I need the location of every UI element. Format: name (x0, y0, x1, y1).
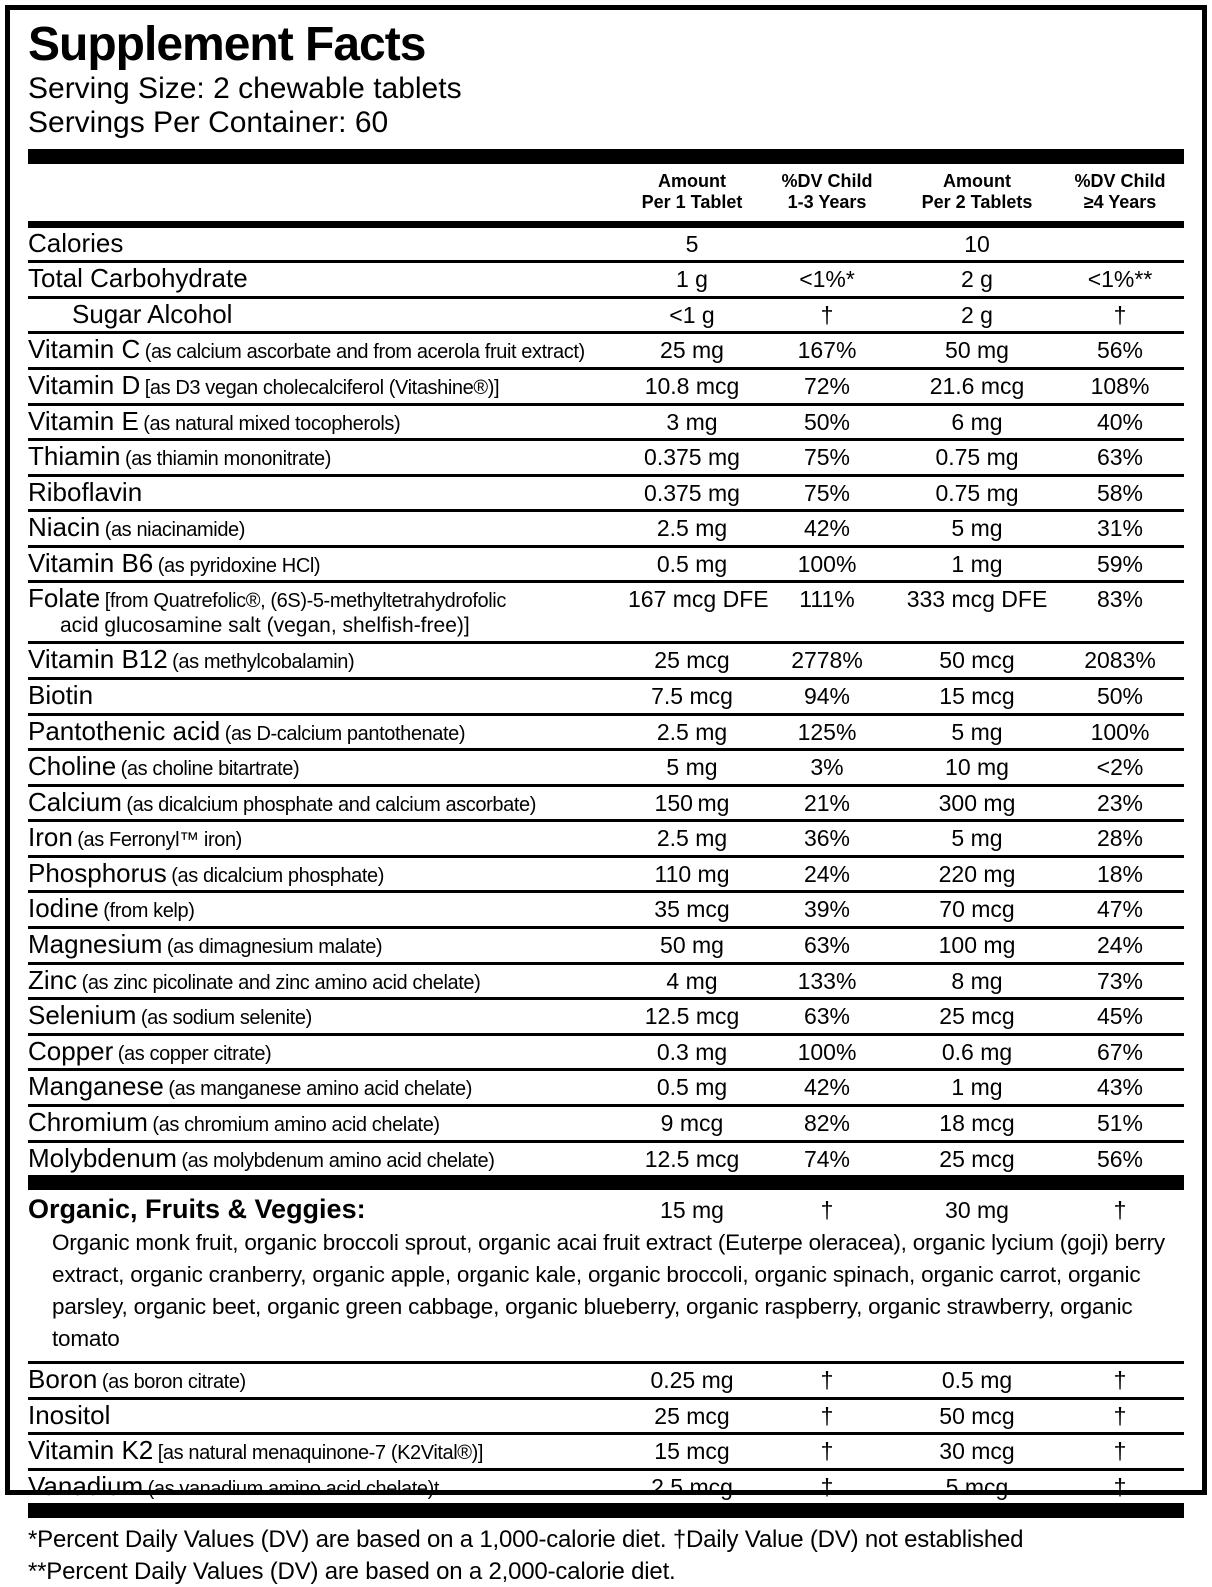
nutrient-name: Vitamin B12 (28, 644, 168, 675)
amount-per-1-tablet: 7.5 mcg (651, 682, 733, 709)
dv-child-1-3: † (820, 301, 834, 328)
divider-thick-top (28, 149, 1184, 164)
nutrient-name: Copper (28, 1035, 114, 1066)
amount-per-2-tablets: 0.6 mg (941, 1038, 1013, 1065)
organic-dv-child-1-3: † (820, 1197, 834, 1224)
column-headers (28, 164, 1184, 220)
organic-heading: Organic, Fruits & Veggies: (28, 1194, 366, 1225)
amount-per-1-tablet: 0.3 mg (656, 1038, 728, 1065)
nutrient-name-cell (28, 335, 628, 364)
dv-child-4plus: 31% (1096, 515, 1144, 542)
organic-amount-per-1-tablet: 15 mg (660, 1197, 724, 1224)
nutrient-name: Molybdenum (28, 1142, 177, 1173)
table-row (28, 926, 1184, 962)
table-row (28, 855, 1184, 891)
nutrient-source: (as sodium selenite) (140, 1007, 312, 1030)
footnote-2000-calorie: **Percent Daily Values (DV) are based on a 2,000-calorie diet. (28, 1557, 676, 1585)
amount-per-1-tablet: 10.8 mcg (644, 372, 740, 399)
table-row (28, 1397, 1184, 1433)
nutrient-name: Vitamin B6 (28, 547, 154, 578)
nutrient-name: Vitamin D (28, 369, 141, 400)
header-dv-child-4plus (1056, 171, 1184, 212)
amount-per-2-tablets: 30 mcg (939, 1438, 1015, 1465)
nutrient-name: Manganese (28, 1071, 164, 1102)
table-row (28, 1361, 1184, 1397)
table-row (28, 509, 1184, 545)
nutrient-name-cell (28, 1001, 628, 1030)
footnote-1000-calorie: *Percent Daily Values (DV) are based on a 1,000-calorie diet. †Daily Value (DV) not established (28, 1526, 1024, 1554)
amount-per-1-tablet: 25 mcg (654, 647, 730, 674)
table-row (28, 367, 1184, 403)
header-line: Per 2 Tablets (921, 191, 1033, 212)
dv-child-4plus: 24% (1096, 932, 1144, 959)
amount-per-1-tablet: 0.25 mg (650, 1366, 734, 1393)
dv-child-1-3: 3% (810, 754, 844, 781)
dv-child-1-3: 111% (799, 586, 855, 613)
dv-child-1-3: 2778% (791, 647, 863, 674)
dv-child-1-3: † (820, 1473, 834, 1500)
nutrient-name: Vitamin E (28, 405, 139, 436)
dv-child-4plus: 56% (1096, 337, 1144, 364)
amount-per-1-tablet: 5 mg (666, 754, 718, 781)
amount-per-1-tablet: 3 mg (666, 408, 718, 435)
amount-per-2-tablets: 25 mcg (939, 1145, 1015, 1172)
header-amount-per-2-tablets (898, 171, 1056, 212)
dv-child-4plus: † (1113, 1473, 1127, 1500)
nutrient-name-cell (28, 1108, 628, 1137)
amount-per-1-tablet: 0.5 mg (656, 1074, 728, 1101)
nutrient-source: (as vanadium amino acid chelate)t (147, 1477, 440, 1500)
nutrient-name: Inositol (28, 1399, 111, 1430)
nutrient-name-cell (28, 513, 628, 542)
amount-per-2-tablets: 50 mcg (939, 1402, 1015, 1429)
nutrient-source: (as Ferronyl™ iron) (77, 829, 242, 852)
nutrient-name: Niacin (28, 512, 101, 543)
footnotes (28, 1518, 1184, 1586)
nutrient-source: (as D-calcium pantothenate) (224, 722, 466, 745)
amount-per-2-tablets: 0.75 mg (935, 444, 1019, 471)
nutrient-table (28, 228, 1184, 1176)
header-dv-child-1-3 (756, 171, 898, 212)
nutrient-name-cell (28, 442, 628, 471)
amount-per-2-tablets: 21.6 mcg (929, 372, 1025, 399)
dv-child-1-3: 74% (803, 1145, 851, 1172)
dv-child-1-3: 42% (803, 1074, 851, 1101)
dv-child-4plus: 43% (1096, 1074, 1144, 1101)
amount-per-1-tablet: 35 mcg (654, 896, 730, 923)
table-row (28, 819, 1184, 855)
dv-child-1-3: 63% (803, 932, 851, 959)
nutrient-source: (as natural mixed tocopherols) (143, 412, 401, 435)
divider-thick-bottom (28, 1503, 1184, 1518)
dv-child-4plus: † (1113, 1438, 1127, 1465)
nutrient-name-cell (28, 681, 628, 709)
organic-amount-per-2-tablets: 30 mg (945, 1197, 1009, 1224)
nutrient-name: Calories (28, 227, 124, 258)
dv-child-4plus: 56% (1096, 1145, 1144, 1172)
nutrient-source: [as D3 vegan cholecalciferol (Vitashine®)] (144, 376, 500, 399)
dv-child-1-3: † (820, 1438, 834, 1465)
nutrient-name: Vanadium (28, 1470, 144, 1501)
nutrient-name-cell (28, 823, 628, 852)
table-row (28, 403, 1184, 439)
amount-per-1-tablet: 1 g (676, 266, 708, 293)
nutrient-source: [from Quatrefolic®, (6S)-5-methyltetrahydrofolic (104, 590, 506, 613)
amount-per-2-tablets: 333 mcg DFE (906, 586, 1048, 613)
header-amount-per-1-tablet (628, 171, 756, 212)
nutrient-source: (as zinc picolinate and zinc amino acid chelate) (81, 971, 481, 994)
dv-child-1-3: 100% (797, 1038, 857, 1065)
table-row (28, 1104, 1184, 1140)
nutrient-name: Thiamin (28, 441, 121, 472)
nutrient-source: (as manganese amino acid chelate) (168, 1078, 472, 1101)
dv-child-1-3: 21% (803, 789, 851, 816)
nutrient-name-cell (28, 229, 628, 257)
amount-per-2-tablets: 5 mg (951, 515, 1003, 542)
nutrient-name-cell (28, 645, 628, 674)
dv-child-4plus: <2% (1096, 754, 1144, 781)
amount-per-1-tablet: 12.5 mcg (644, 1145, 740, 1172)
dv-child-4plus: † (1113, 1366, 1127, 1393)
nutrient-name-cell (28, 300, 628, 328)
amount-per-1-tablet: 2.5 mg (656, 515, 728, 542)
amount-per-2-tablets: 2 g (961, 266, 993, 293)
dv-child-1-3: 50% (803, 408, 851, 435)
header-line: 1-3 Years (787, 191, 867, 212)
nutrient-source: (as calcium ascorbate and from acerola fruit extract) (144, 341, 585, 364)
table-row (28, 1068, 1184, 1104)
nutrient-name-cell (28, 966, 628, 995)
table-row (28, 438, 1184, 474)
dv-child-1-3: 75% (803, 444, 851, 471)
table-row (28, 228, 1184, 261)
amount-per-1-tablet: 15 mcg (654, 1438, 730, 1465)
nutrient-source: (as pyridoxine HCl) (157, 554, 321, 577)
dv-child-1-3: 63% (803, 1003, 851, 1030)
dv-child-4plus: 28% (1096, 825, 1144, 852)
nutrient-source: [as natural menaquinone-7 (K2Vital®)] (157, 1442, 484, 1465)
amount-per-2-tablets: 0.5 mg (941, 1366, 1013, 1393)
header-line: Per 1 Tablet (641, 191, 743, 212)
nutrient-name: Selenium (28, 1000, 137, 1031)
nutrient-name-continued: acid glucosamine salt (vegan, shelfish-free)] (60, 614, 470, 638)
nutrient-source: (as dicalcium phosphate) (171, 864, 384, 887)
nutrient-name: Total Carbohydrate (28, 263, 248, 294)
amount-per-1-tablet: 0.375 mg (644, 444, 740, 471)
table-row (28, 641, 1184, 677)
amount-per-2-tablets: 10 mg (945, 754, 1009, 781)
nutrient-name: Iodine (28, 893, 99, 924)
nutrient-name-cell (28, 1401, 628, 1429)
amount-per-1-tablet: 2.5 mcg (651, 1473, 733, 1500)
amount-per-2-tablets: 8 mg (951, 967, 1003, 994)
nutrient-name: Folate (28, 583, 101, 614)
amount-per-2-tablets: 70 mcg (939, 896, 1015, 923)
amount-per-1-tablet: 5 (685, 230, 699, 257)
table-row (28, 997, 1184, 1033)
dv-child-1-3: 167% (797, 337, 857, 364)
divider-medium (28, 221, 1184, 228)
amount-per-1-tablet: <1 g (669, 301, 715, 328)
amount-per-1-tablet: 12.5 mcg (644, 1003, 740, 1030)
nutrient-name: Calcium (28, 786, 122, 817)
dv-child-4plus: 51% (1096, 1110, 1144, 1137)
nutrient-name-cell (28, 549, 628, 578)
table-row (28, 260, 1184, 296)
dv-child-4plus: 45% (1096, 1003, 1144, 1030)
organic-heading-row (28, 1190, 1184, 1225)
nutrient-name: Boron (28, 1363, 98, 1394)
table-row (28, 580, 1184, 641)
nutrient-source: (as methylcobalamin) (172, 651, 355, 674)
table-row (28, 1468, 1184, 1504)
dv-child-4plus: 50% (1096, 682, 1144, 709)
dv-child-1-3: 100% (797, 550, 857, 577)
table-row (28, 331, 1184, 367)
table-row (28, 962, 1184, 998)
amount-per-2-tablets: 50 mcg (939, 647, 1015, 674)
nutrient-source: (as dimagnesium malate) (166, 936, 383, 959)
amount-per-1-tablet: 4 mg (666, 967, 718, 994)
dv-child-1-3: 24% (803, 860, 851, 887)
dv-child-1-3: 82% (803, 1110, 851, 1137)
nutrient-name: Choline (28, 751, 117, 782)
other-nutrient-table (28, 1361, 1184, 1503)
amount-per-2-tablets: 5 mg (951, 718, 1003, 745)
nutrient-name-cell (28, 1072, 628, 1101)
nutrient-source: (as dicalcium phosphate and calcium ascorbate) (126, 793, 536, 816)
amount-per-2-tablets: 6 mg (951, 408, 1003, 435)
amount-per-2-tablets: 1 mg (951, 550, 1003, 577)
dv-child-1-3: 94% (803, 682, 851, 709)
nutrient-name-cell (28, 1144, 628, 1173)
nutrient-name-cell (28, 1365, 628, 1394)
amount-per-1-tablet: 50 mg (660, 932, 724, 959)
servings-per-container: Servings Per Container: 60 (28, 106, 389, 140)
nutrient-name: Iron (28, 822, 73, 853)
supplement-facts-label (5, 5, 1207, 1585)
organic-ingredients-list: Organic monk fruit, organic broccoli sprout, organic acai fruit extract (Euterpe oleracea), organic lycium (goji) berry extract, organic cranberry, organic apple, organic kale, organic broccoli, organic spinach, organic carrot, organic parsley, organic beet, organic green cabbage, organic blueberry, organic raspberry, organic strawberry, organic tomato (52, 1230, 1165, 1352)
nutrient-name: Zinc (28, 964, 78, 995)
dv-child-4plus: 23% (1096, 789, 1144, 816)
header-line: %DV Child (1074, 171, 1166, 192)
divider-thick-organic (28, 1175, 1184, 1190)
dv-child-4plus: 18% (1096, 860, 1144, 887)
amount-per-2-tablets: 220 mg (938, 860, 1016, 887)
nutrient-name: Sugar Alcohol (72, 298, 233, 329)
dv-child-1-3: 75% (803, 479, 851, 506)
nutrient-source: (as choline bitartrate) (120, 758, 300, 781)
amount-per-2-tablets: 300 mg (938, 789, 1016, 816)
nutrient-source: (as boron citrate) (101, 1370, 246, 1393)
dv-child-4plus: 100% (1090, 718, 1150, 745)
dv-child-4plus: 83% (1096, 586, 1144, 613)
table-row (28, 784, 1184, 820)
nutrient-name-cell (28, 1472, 628, 1501)
dv-child-4plus: 63% (1096, 444, 1144, 471)
nutrient-name-cell (28, 788, 628, 817)
amount-per-1-tablet: 167 mcg DFE (628, 586, 769, 613)
dv-child-1-3: 72% (803, 372, 851, 399)
dv-child-4plus: 67% (1096, 1038, 1144, 1065)
nutrient-name-cell (28, 859, 628, 888)
amount-per-2-tablets: 2 g (961, 301, 993, 328)
nutrient-name-cell (28, 930, 628, 959)
nutrient-name: Riboflavin (28, 476, 143, 507)
nutrient-source: (as niacinamide) (104, 519, 246, 542)
dv-child-4plus: 47% (1096, 896, 1144, 923)
nutrient-name: Chromium (28, 1107, 148, 1138)
nutrient-name-cell (28, 584, 628, 639)
nutrient-name-cell (28, 717, 628, 746)
dv-child-4plus: <1%** (1087, 266, 1153, 293)
dv-child-4plus: 58% (1096, 479, 1144, 506)
nutrient-name: Vitamin K2 (28, 1435, 154, 1466)
amount-per-2-tablets: 18 mcg (939, 1110, 1015, 1137)
amount-per-2-tablets: 1 mg (951, 1074, 1003, 1101)
amount-per-2-tablets: 0.75 mg (935, 479, 1019, 506)
serving-size: Serving Size: 2 chewable tablets (28, 72, 462, 106)
table-row (28, 713, 1184, 749)
nutrient-source: (as thiamin mononitrate) (124, 448, 331, 471)
table-row (28, 890, 1184, 926)
table-row (28, 1140, 1184, 1176)
amount-per-1-tablet: 0.375 mg (644, 479, 740, 506)
page-title: Supplement Facts (28, 18, 426, 71)
dv-child-1-3: † (820, 1366, 834, 1393)
dv-child-1-3: † (820, 1402, 834, 1429)
nutrient-source: (as copper citrate) (117, 1042, 272, 1065)
table-row (28, 545, 1184, 581)
table-row (28, 296, 1184, 332)
amount-per-1-tablet: 25 mg (660, 337, 724, 364)
amount-per-2-tablets: 5 mcg (945, 1473, 1009, 1500)
header-line: Amount (658, 171, 726, 192)
dv-child-1-3: 125% (797, 718, 857, 745)
nutrient-source: (as chromium amino acid chelate) (152, 1114, 440, 1137)
amount-per-2-tablets: 50 mg (945, 337, 1009, 364)
amount-per-1-tablet: 25 mcg (654, 1402, 730, 1429)
dv-child-1-3: 42% (803, 515, 851, 542)
header-line: %DV Child (781, 171, 873, 192)
amount-per-2-tablets: 100 mg (938, 932, 1016, 959)
nutrient-name: Biotin (28, 679, 94, 710)
nutrient-name: Phosphorus (28, 857, 167, 888)
amount-per-2-tablets: 10 (964, 230, 990, 257)
nutrient-source: (from kelp) (103, 900, 195, 923)
dv-child-1-3: 133% (797, 967, 857, 994)
amount-per-1-tablet: 150 mg (654, 789, 730, 816)
organic-dv-child-4plus: † (1113, 1197, 1127, 1224)
dv-child-1-3: <1%* (799, 266, 855, 293)
nutrient-name-cell (28, 478, 628, 506)
nutrient-name: Magnesium (28, 929, 163, 960)
amount-per-2-tablets: 15 mcg (939, 682, 1015, 709)
dv-child-4plus: 59% (1096, 550, 1144, 577)
dv-child-4plus: † (1113, 301, 1127, 328)
table-row (28, 474, 1184, 510)
dv-child-4plus: 108% (1090, 372, 1150, 399)
table-row (28, 1033, 1184, 1069)
dv-child-4plus: 40% (1096, 408, 1144, 435)
nutrient-name-cell (28, 371, 628, 400)
table-row (28, 1432, 1184, 1468)
header-line: ≥4 Years (1083, 191, 1157, 212)
amount-per-1-tablet: 2.5 mg (656, 825, 728, 852)
dv-child-1-3: 36% (803, 825, 851, 852)
table-row (28, 748, 1184, 784)
nutrient-name-cell (28, 894, 628, 923)
amount-per-2-tablets: 25 mcg (939, 1003, 1015, 1030)
nutrient-source: (as molybdenum amino acid chelate) (181, 1149, 495, 1172)
table-row (28, 677, 1184, 713)
amount-per-1-tablet: 9 mcg (660, 1110, 724, 1137)
amount-per-1-tablet: 0.5 mg (656, 550, 728, 577)
dv-child-4plus: 2083% (1084, 647, 1156, 674)
nutrient-name-cell (28, 1436, 628, 1465)
nutrient-name-cell (28, 264, 628, 292)
nutrient-name: Pantothenic acid (28, 715, 221, 746)
amount-per-1-tablet: 2.5 mg (656, 718, 728, 745)
nutrient-name-cell (28, 752, 628, 781)
dv-child-4plus: 73% (1096, 967, 1144, 994)
header-line: Amount (943, 171, 1011, 192)
amount-per-1-tablet: 110 mg (654, 860, 730, 887)
dv-child-1-3: 39% (803, 896, 851, 923)
nutrient-name-cell (28, 1037, 628, 1066)
nutrient-name-cell (28, 407, 628, 436)
amount-per-2-tablets: 5 mg (951, 825, 1003, 852)
dv-child-4plus: † (1113, 1402, 1127, 1429)
nutrient-name: Vitamin C (28, 334, 141, 365)
